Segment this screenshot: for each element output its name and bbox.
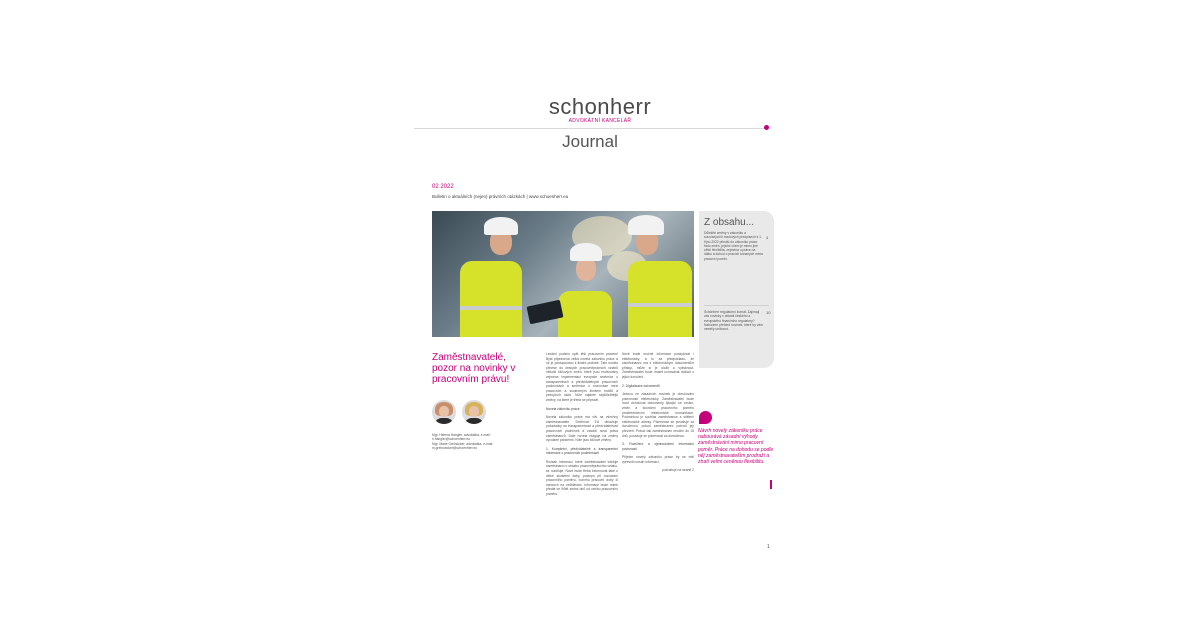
article-intro: Letošní podzim opět těší pracovním právem! Byla připravena velká novela zákoníku práce a už je postupováno k finální podobě. Tato novela přinese do českých pracovněprávních vztahů několik klíčových změn, které jsou motivovány zejména implementací evropské směrnice o transparentních a předvídatelných pracovních podmínkách a směrnice o rovnováze mezi pracovním a soukromým životem rodičů a pečujících osob. Níže najdete nejdůležitější změny, na které je třeba se připravit.	[546, 352, 618, 402]
journal-title: Journal	[562, 132, 618, 151]
article-subheading: 3. Rozšíření a zjednodušení informační povinnosti	[622, 442, 694, 451]
continued-note: pokračuje na straně 2	[662, 468, 694, 473]
toc-item[interactable]: Schönherr regulatorní žurnál: Zajímají vás novinky v oblasti českého a evropského finančního regulatory? Nabízíme přehled novinek, které by vám neměly uniknout.	[704, 310, 764, 332]
article-paragraph: Rozsah informací, které zaměstnavatel sděluje zaměstnanci o obsahu pracovněprávního vztahu, se rozšiřuje. Nově bude třeba informovat také o délce zkušební doby, postupu při rozvázání pracovního poměru, rozvrhu pracovní doby či nárocích na vzdělávání. Informace bude nutné předat ve lhůtě sedmi dnů od vzniku pracovního poměru.	[546, 459, 618, 497]
toc-divider	[704, 305, 769, 306]
toc-sidebar	[699, 211, 774, 368]
article-headline: Zaměstnavatelé, pozor na novinky v pracovním právu!	[432, 352, 516, 385]
article-paragraph: Novela zákoníku práce má vliv na všechny zaměstnavatele. Směrnice EU obsahuje požadavky na transparentnost a předvídatelnost pracovních podmínek a zavádí nová práva zaměstnanců. Dále novela reaguje na změny vyvolané pandemií. Níže jsou klíčové změny:	[546, 415, 618, 443]
header-divider	[414, 128, 766, 129]
hero-photo-workers	[432, 211, 694, 337]
article-subheading: 2. Digitalizace dokumentů	[622, 383, 660, 388]
article-paragraph: Přijetím novely zákoníku práce by se měl zpřesnit rozsah informací,	[622, 455, 694, 464]
article-paragraph: Nově bude možné informace poskytovat i elektronicky, a to za předpokladu, že zaměstnanec má k elektronickým dokumentům přístup, může si je uložit a vytisknout. Zaměstnavatel bude muset uchovávat doklad o jejich doručení.	[622, 352, 694, 379]
article-subheading: Novela zákoníku práce	[546, 406, 580, 411]
toc-page-number: 10	[766, 310, 771, 315]
bulletin-line: Bulletin o aktuálních (nejen) právních otázkách | www.schoenherr.eu	[432, 194, 569, 199]
toc-item[interactable]: Důležité změny v zákoníku a souvisejících mzdových předpisech k 1. říjnu 2022 přináší do zákoníku práce řadu změn, jejichž cílem je mimo jiné větší flexibilita, zejména u práce na dálku a dohod o pracích konaných mimo pracovní poměr.	[704, 231, 764, 261]
brand-subtitle: ADVOKÁTNÍ KANCELÁŘ	[568, 118, 632, 124]
pull-quote: Návrh novely zákoníku práce nabourává zásadní výhody zaměstnávání mimo pracovní poměr. Práce na dohodu se podle něj zaměstnavatelům prodraží a ztratí velmi ceněnou flexibilitu.	[698, 428, 774, 466]
author-contacts: Mgr. Helena Hangler, advokátka, e-mail: h.hangler@schoenherr.eu Mgr. Marie Greinöcker, advokátka, e-mail: m.greinoecker@schoenherr.eu	[432, 433, 494, 450]
toc-title: Z obsahu...	[704, 217, 755, 228]
author-avatar	[462, 400, 486, 424]
accent-marker	[770, 480, 772, 489]
brand-name: schonherr	[548, 94, 652, 119]
accent-dot	[764, 125, 769, 130]
toc-page-number: 4	[766, 235, 769, 240]
quote-bubble-icon	[699, 411, 712, 424]
article-paragraph: Jednou ze zásadních novinek je doručování písemností elektronicky. Zaměstnavatel bude moci doručovat dokumenty týkající se vzniku, změn a skončení pracovního poměru prostřednictvím elektronické komunikace. Podmínkou je souhlas zaměstnance a sdělení elektronické adresy. Písemnost se považuje za doručenou, pokud zaměstnanec potvrdí její převzetí. Pokud tak zaměstnanec neučiní do 15 dnů, považuje se písemnost za doručenou.	[622, 392, 694, 438]
journal-cover-page	[414, 68, 786, 563]
page-number: 1	[767, 544, 770, 550]
article-column-2	[622, 352, 694, 477]
brand-logo	[414, 96, 786, 124]
author-avatar	[432, 400, 456, 424]
article-subheading: 1. Kompletní, předvídatelné a transparentní informace o pracovních podmínkách	[546, 446, 618, 456]
issue-number: 02 2022	[432, 184, 454, 190]
article-column-1	[546, 352, 618, 501]
